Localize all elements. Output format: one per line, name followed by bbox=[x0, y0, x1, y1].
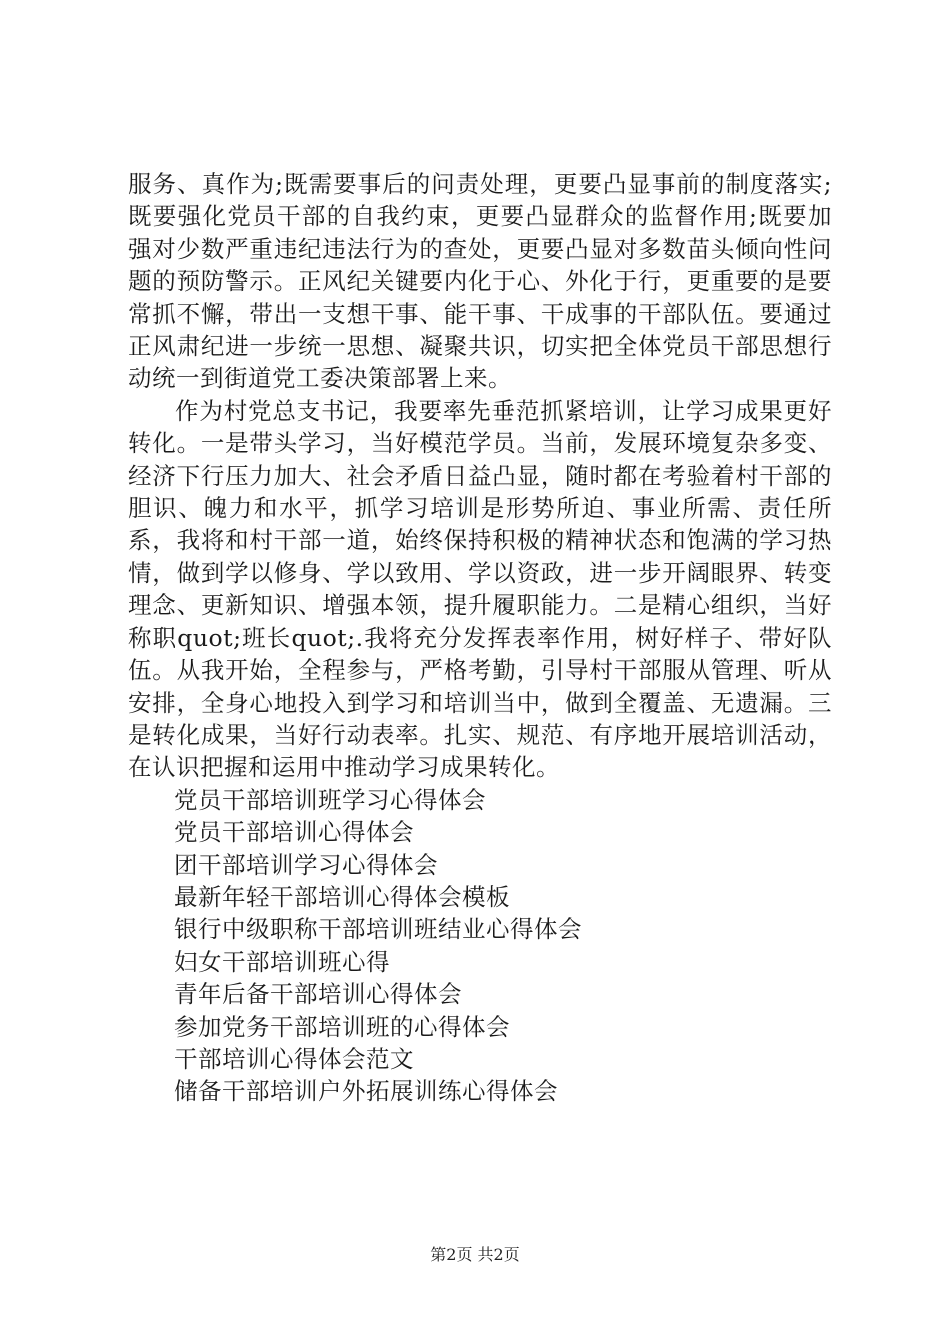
list-item: 党员干部培训班学习心得体会 bbox=[174, 785, 486, 814]
list-item: 储备干部培训户外拓展训练心得体会 bbox=[174, 1077, 558, 1106]
related-titles-list bbox=[128, 784, 832, 1108]
list-item: 妇女干部培训班心得 bbox=[174, 947, 390, 976]
list-item: 参加党务干部培训班的心得体会 bbox=[174, 1012, 510, 1041]
list-item: 团干部培训学习心得体会 bbox=[174, 850, 438, 879]
page-number-footer: 第2页 共2页 bbox=[430, 1245, 520, 1264]
body-paragraph-1: 服务、真作为;既需要事后的问责处理，更要凸显事前的制度落实;既要强化党员干部的自我约束，更要凸显群众的监督作用;既要加强对少数严重违纪违法行为的查处，更要凸显对多数苗头倾向性问题的预防警示。正风纪关键要内化于心、外化于行，更重要的是要常抓不懈，带出一支想干事、能干事、干成事的干部队伍。要通过正风肃纪进一步统一思想、凝聚共识，切实把全体党员干部思想行动统一到街道党工委决策部署上来。 bbox=[128, 170, 832, 393]
document-body bbox=[128, 168, 832, 1108]
list-item: 青年后备干部培训心得体会 bbox=[174, 980, 462, 1009]
list-item: 银行中级职称干部培训班结业心得体会 bbox=[174, 915, 582, 944]
list-item: 干部培训心得体会范文 bbox=[174, 1044, 414, 1073]
list-item: 最新年轻干部培训心得体会模板 bbox=[174, 882, 510, 911]
list-item: 党员干部培训心得体会 bbox=[174, 818, 414, 847]
body-paragraph-2: 作为村党总支书记，我要率先垂范抓紧培训，让学习成果更好转化。一是带头学习，当好模范学员。当前，发展环境复杂多变、经济下行压力加大、社会矛盾日益凸显，随时都在考验着村干部的胆识、魄力和水平，抓学习培训是形势所迫、事业所需、责任所系，我将和村干部一道，始终保持积极的精神状态和饱满的学习热情，做到学以修身、学以致用、学以资政，进一步开阔眼界、转变理念、更新知识、增强本领，提升履职能力。二是精心组织，当好称职quot;班长quot;.我将充分发挥表率作用，树好样子、带好队伍。从我开始，全程参与，严格考勤，引导村干部服从管理、听从安排，全身心地投入到学习和培训当中，做到全覆盖、无遗漏。三是转化成果，当好行动表率。扎实、规范、有序地开展培训活动，在认识把握和运用中推动学习成果转化。 bbox=[128, 396, 832, 782]
